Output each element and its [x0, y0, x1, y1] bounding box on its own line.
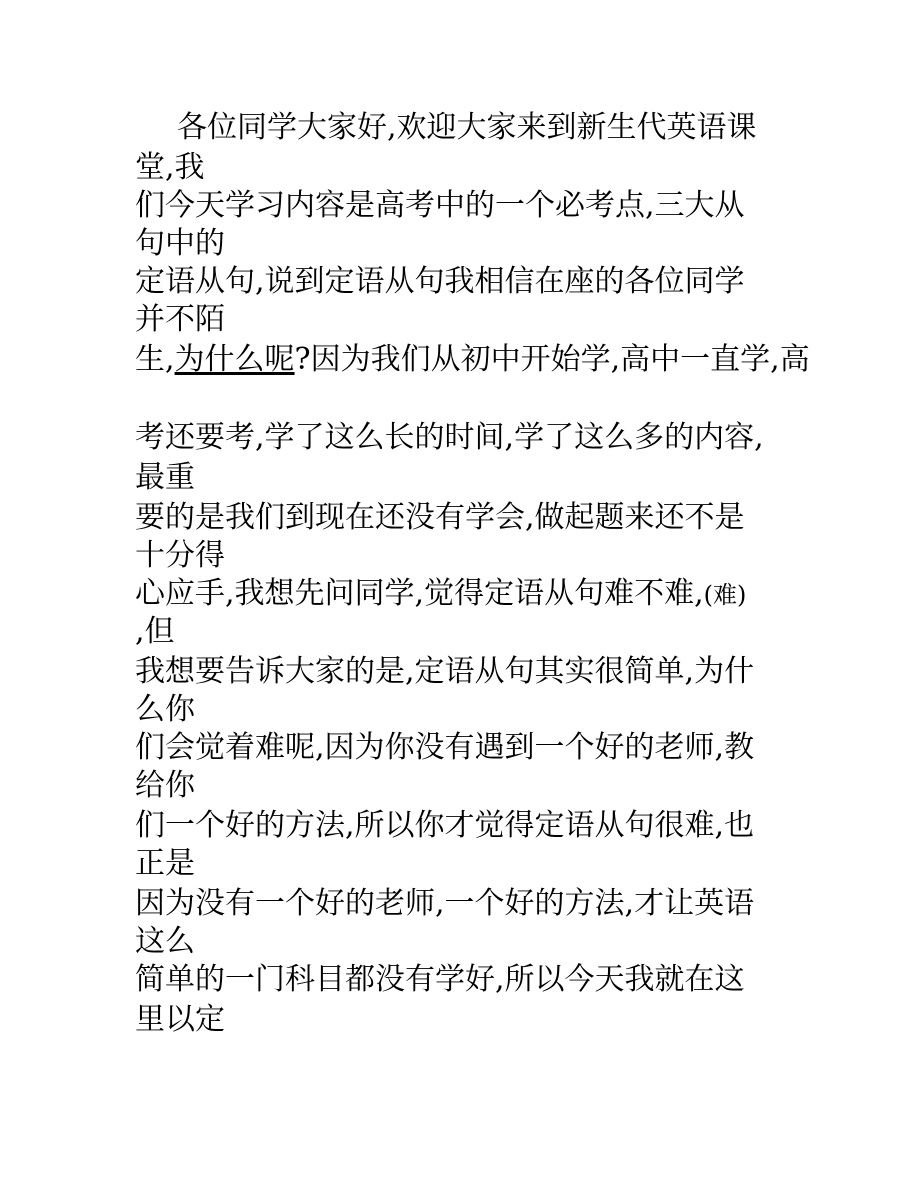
text-line: 们今天学习内容是高考中的一个必考点,三大从 — [135, 188, 745, 223]
text-line: 考还要考,学了这么长的时间,学了这么多的内容, — [135, 420, 764, 455]
text-line: 简单的一门科目都没有学好,所以今天我就在这 — [135, 962, 745, 997]
underlined-text: 为什么呢 — [174, 342, 295, 377]
text-line: 里以定 — [135, 1002, 225, 1037]
text-line: 因为没有一个好的老师,一个好的方法,才让英语 — [135, 886, 755, 921]
text-segment: ?因为我们从初中开始学,高中一直学,高 — [294, 342, 810, 377]
text-line: 我想要告诉大家的是,定语从句其实很简单,为什 — [135, 654, 755, 689]
text-line: 十分得 — [135, 538, 225, 573]
parenthetical-answer: (难) — [703, 581, 747, 609]
text-line: 并不陌 — [135, 302, 225, 337]
text-line — [135, 576, 746, 613]
text-line: 句中的 — [135, 226, 225, 261]
text-line: 么你 — [135, 692, 195, 727]
text-line: 正是 — [135, 846, 195, 881]
text-line: 堂,我 — [135, 150, 205, 185]
text-line: 最重 — [135, 460, 195, 495]
text-line: 们一个好的方法,所以你才觉得定语从句很难,也 — [135, 808, 755, 843]
text-line: 要的是我们到现在还没有学会,做起题来还不是 — [135, 500, 745, 535]
text-line: 这么 — [135, 924, 195, 959]
text-line: 给你 — [135, 768, 195, 803]
text-line: 各位同学大家好,欢迎大家来到新生代英语课 — [177, 110, 757, 145]
text-line — [135, 342, 810, 378]
text-line: 们会觉着难呢,因为你没有遇到一个好的老师,教 — [135, 730, 755, 765]
text-segment: 生, — [135, 342, 175, 377]
text-line: ,但 — [135, 614, 175, 649]
text-segment: 心应手,我想先问同学,觉得定语从句难不难, — [135, 576, 704, 611]
text-line: 定语从句,说到定语从句我相信在座的各位同学 — [135, 264, 745, 299]
